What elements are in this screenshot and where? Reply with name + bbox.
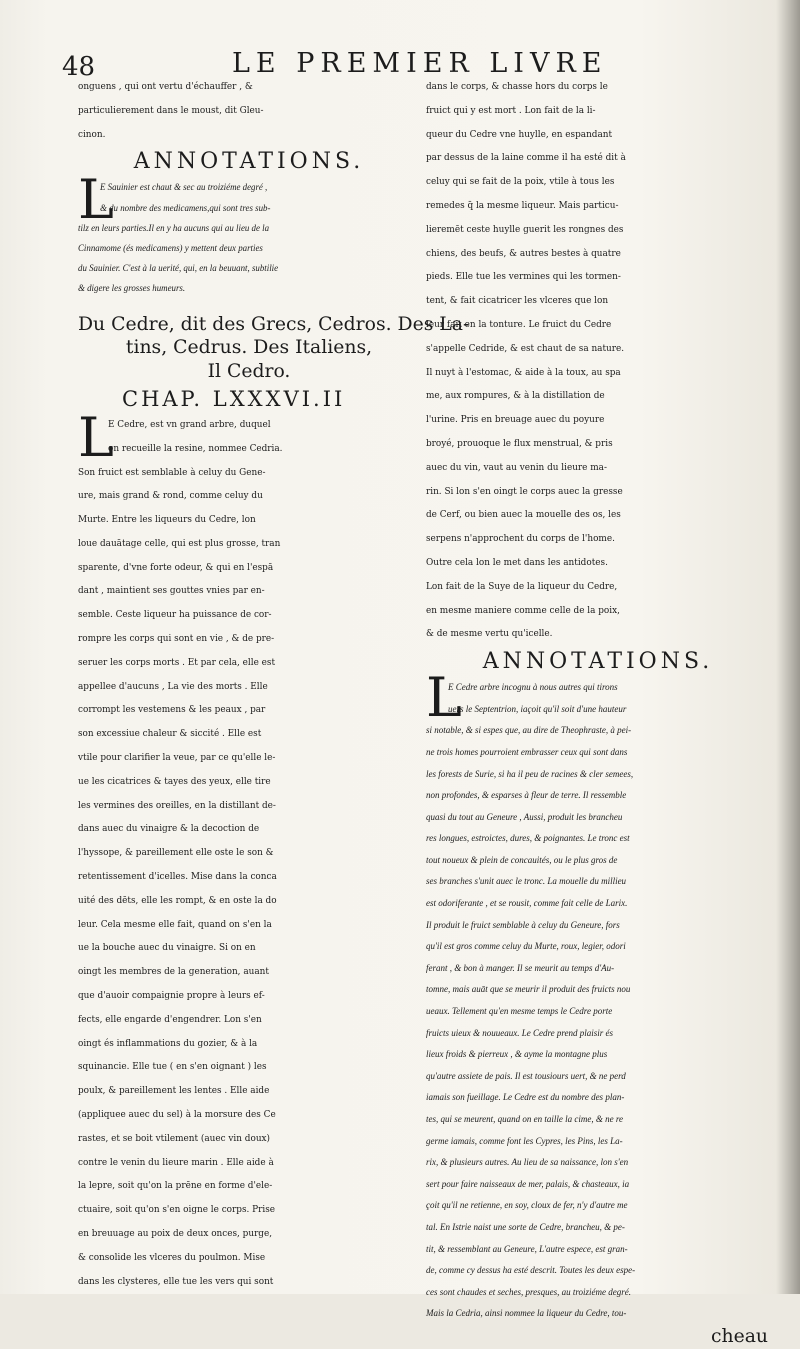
text-line: ue la bouche auec du vinaigre. Si on en [78,943,256,954]
text-line: cinon. [78,129,106,140]
text-line: Il produit le fruict semblable à celuy du Geneure, fors [426,919,620,930]
text-line: iamais son fueillage. Le Cedre est du nombre des plan- [426,1092,625,1103]
text-line: s'appelle Cedride, & est chaut de sa nature. [426,343,625,354]
text-line: ueaux. Tellement qu'en mesme temps le Cedre porte [426,1006,613,1017]
title-line: Il Cedro. [207,361,291,383]
text-line: retentissement d'icelles. Mise dans la conca [78,872,277,883]
text-line: vtile pour clarifier la veue, par ce qu'elle le- [78,753,276,764]
annotation-paragraph [426,666,770,1325]
text-line: fruicts uieux & nouueaux. Le Cedre prend plaisir és [426,1027,614,1038]
text-line: ctuaire, soit qu'on s'en oigne le corps. Prise [78,1205,276,1216]
drop-cap: L [78,405,114,469]
text-line: ue les cicatrices & tayes des yeux, elle tire [78,776,271,787]
text-line: qu'il est gros comme celuy du Murte, roux, legier, odori [426,941,626,952]
text-line: Son fruict est semblable à celuy du Gene- [78,467,266,478]
running-title: LE PREMIER LIVRE [232,48,608,79]
text-line: dans les clysteres, elle tue les vers qui sont [78,1276,274,1287]
annotations-heading: ANNOTATIONS. [133,149,365,175]
text-line: Mais la Cedria, ainsi nommee la liqueur du Cedre, tou- [426,1308,627,1319]
text-line: oingt és inflammations du gozier, & à la [78,1038,258,1049]
text-line: rastes, et se boit vtilement (auec vin doux) [78,1133,271,1144]
text-line: pieds. Elle tue les vermines qui les tormen- [426,272,621,283]
text-line: lieux froids & pierreux , & ayme la montagne plus [426,1049,608,1060]
page-number: 48 [62,52,96,82]
text-line: de, comme cy dessus ha esté descrit. Toutes les deux espe- [426,1265,636,1276]
text-line: que d'auoir compaignie propre à leurs ef- [78,991,265,1002]
chapter-number: CHAP. LXXXVI.II [122,386,346,411]
body-paragraph [78,405,420,1294]
text-line: l'hyssope, & pareillement elle oste le son & [78,848,274,859]
text-line: sert pour faire naisseaux de mer, palais, & chasteaux, ia [426,1178,630,1189]
text-line: ces sont chaudes et seches, presques, au troiziéme degré. [426,1286,632,1297]
text-line: tit, & ressemblant au Geneure, L'autre espece, est gran- [426,1243,628,1254]
text-line: par dessus de la laine comme il ha esté dit à [426,153,626,164]
text-line: son excessiue chaleur & siccité . Elle est [78,729,262,740]
text-line: qu'autre assiete de pais. Il est tousiours uert, & ne perd [426,1070,626,1081]
text-line: tent, & fait cicatricer les vlceres que lon [426,296,609,307]
drop-cap: L [426,666,462,730]
text-line: leur fait en la tonture. Le fruict du Cedre [426,319,612,330]
text-line: dans le corps, & chasse hors du corps le [426,82,608,92]
text-line: fects, elle engarde d'engendrer. Lon s'en [78,1014,262,1025]
text-line: la lepre, soit qu'on la prēne en forme d'ele- [78,1181,273,1192]
text-line: les forests de Surie, si ha il peu de racines & cler semees, [426,768,634,779]
left-column [78,76,470,1294]
text-line: E Cedre, est vn grand arbre, duquel [108,419,271,430]
text-line: dans auec du vinaigre & la decoction de [78,824,260,835]
text-line: de Cerf, ou bien auec la mouelle des os, les [426,510,621,521]
text-line: E Sauinier est chaut & sec au troiziéme degré , [100,182,268,193]
text-line: seruer les corps morts . Et par cela, elle est [78,657,276,668]
text-line: Lon fait de la Suye de la liqueur du Cedre, [426,581,618,592]
text-line: auec du vin, vaut au venin du lieure ma- [426,462,607,473]
text-line: rompre les corps qui sont en vie , & de pre- [78,634,275,645]
catchword: cheau [710,1325,768,1347]
text-line: & digere les grosses humeurs. [78,283,186,294]
right-column [426,76,770,1349]
text-line: res longues, estroictes, dures, & poignantes. Le tronc est [426,833,630,844]
text-line: est odoriferante , et se rousit, comme fait celle de Larix. [426,898,628,909]
text-line: celuy qui se fait de la poix, vtile à tous les [426,177,615,188]
text-line: & consolide les vlceres du poulmon. Mise [78,1252,266,1263]
text-line: ses branches s'unit auec le tronc. La mouelle du millieu [426,876,627,887]
text-line: non profondes, & esparses à fleur de terre. Il ressemble [426,790,627,801]
title-line: tins, Cedrus. Des Italiens, [125,337,373,359]
text-line: çoit qu'il ne retienne, en soy, cloux de fer, n'y d'autre me [426,1200,628,1211]
text-line: germe iamais, comme font les Cypres, les Pins, les La- [426,1135,623,1146]
text-line: semble. Ceste liqueur ha puissance de cor- [78,610,272,621]
text-line: queur du Cedre vne huylle, en espandant [426,129,613,140]
text-line: broyé, prouoque le flux menstrual, & pris [426,438,613,449]
text-line: tilz en leurs parties.Il en y ha aucuns qui au lieu de la [78,222,270,233]
text-line: rin. Si lon s'en oingt le corps auec la gresse [426,486,623,497]
chapter-title [78,313,470,384]
text-line: loue dauātage celle, qui est plus grosse, tran [78,538,281,549]
text-line: Murte. Entre les liqueurs du Cedre, lon [78,515,256,526]
text-line: corrompt les vestemens & les peaux , par [78,705,266,716]
text-line: E Cedre arbre incognu à nous autres qui tirons [448,682,618,693]
text-line: contre le venin du lieure marin . Elle aide à [78,1157,274,1168]
text-line: en mesme maniere comme celle de la poix, [426,605,620,616]
text-line: l'urine. Pris en breuage auec du poyure [426,415,605,426]
text-line: si notable, & si espes que, au dire de Theophraste, à pei- [426,725,632,736]
drop-cap: L [78,168,114,232]
body-continuation [426,76,770,647]
text-line: on recueille la resine, nommee Cedria. [108,443,283,454]
text-line: particulierement dans le moust, dit Gleu- [78,105,264,116]
text-line: fruict qui y est mort . Lon fait de la li- [426,105,596,116]
text-line: Il nuyt à l'estomac, & aide à la toux, au spa [426,367,621,378]
title-line: Du Cedre, dit des Grecs, Cedros. Des La- [78,313,470,335]
text-line: tal. En Istrie naist une sorte de Cedre, brancheu, & pe- [426,1221,625,1232]
text-line: en breuuage au poix de deux onces, purge, [78,1229,273,1239]
text-line: sparente, d'vne forte odeur, & qui en l'espā [78,562,274,573]
text-line: remedes q̄ la mesme liqueur. Mais particu- [426,200,619,211]
annotations-heading: ANNOTATIONS. [482,649,714,675]
annotation-paragraph [78,168,420,298]
text-line: du Sauinier. C'est à la uerité, qui, en la beuuant, subtilie [78,263,279,274]
text-line: tes, qui se meurent, quand on en taille la cime, & ne re [426,1114,624,1124]
text-line: ferant , & bon à manger. Il se meurit au temps d'Au- [426,962,615,973]
text-line: Outre cela lon le met dans les antidotes. [426,557,608,568]
text-line: chiens, des beufs, & autres bestes à quatre [426,248,621,259]
text-line: tout noueux & plein de concauités, ou le plus gros de [426,854,618,865]
text-line: ure, mais grand & rond, comme celuy du [78,491,263,502]
text-line: uers le Septentrion, iaçoit qu'il soit d'une hauteur [448,703,627,714]
text-line: appellee d'aucuns , La vie des morts . Elle [78,681,268,692]
text-line: leur. Cela mesme elle fait, quand on s'en la [78,919,272,930]
text-line: les vermines des oreilles, en la distillant de- [78,800,276,811]
text-line: & du nombre des medicamens,qui sont tres sub- [100,202,271,213]
text-line: & de mesme vertu qu'icelle. [426,629,553,640]
text-line: me, aux rompures, & à la distillation de [426,391,605,402]
text-line: onguens , qui ont vertu d'échauffer , & [78,82,253,92]
text-line: oingt les membres de la generation, auant [78,967,269,978]
text-line: squinancie. Elle tue ( en s'en oignant ) les [78,1062,267,1073]
text-line: poulx, & pareillement les lentes . Elle aide [78,1086,270,1097]
text-line: lieremēt ceste huylle guerit les rongnes des [426,224,624,235]
text-line: ne trois homes pourroient embrasser ceux qui sont dans [426,746,628,757]
text-line: serpens n'approchent du corps de l'home. [426,534,615,545]
text-line: tomne, mais auāt que se meurir il produit des fruicts nou [426,984,631,995]
text-line: dant , maintient ses gouttes vnies par en- [78,586,265,597]
text-line: Cinnamome (és medicamens) y mettent deux parties [78,242,263,253]
text-line: rix, & plusieurs autres. Au lieu de sa naissance, lon s'en [426,1157,629,1168]
text-line: uité des dēts, elle les rompt, & en oste la do [78,895,277,906]
text-line: (appliquee auec du sel) à la morsure des Ce [78,1110,276,1121]
opening-lines [78,76,420,147]
text-line: quasi du tout au Geneure , Aussi, produit les brancheu [426,811,623,822]
